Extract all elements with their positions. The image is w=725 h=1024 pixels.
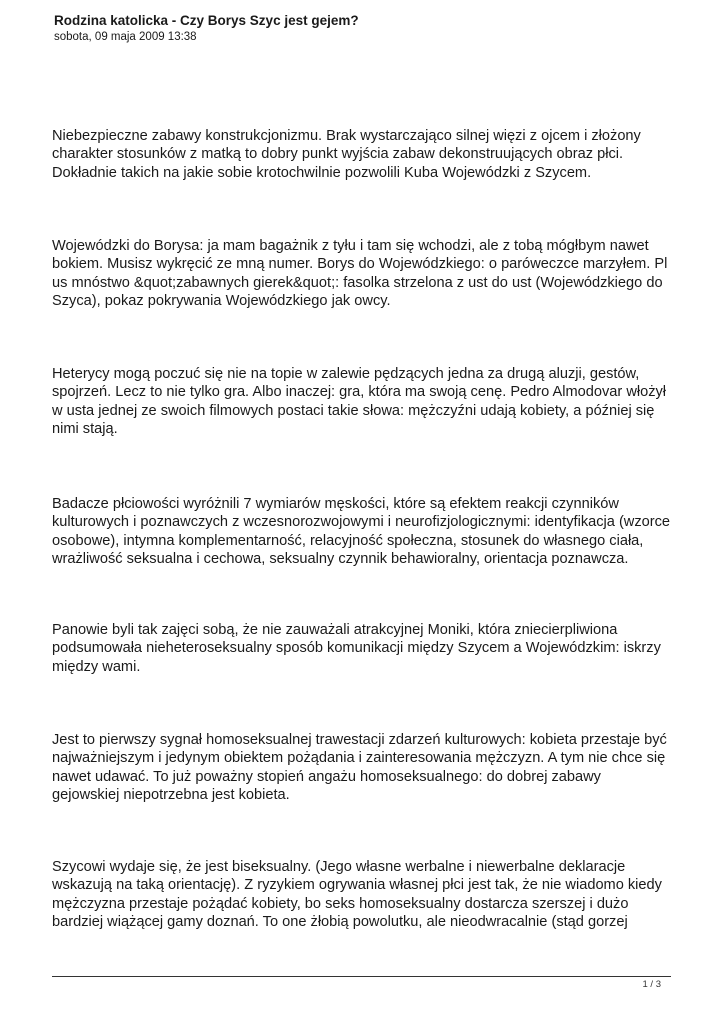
paragraph: Wojewódzki do Borysa: ja mam bagażnik z tyłu i tam się wchodzi, ale z tobą mógłbym nawet bokiem. Musisz wykręcić ze mną numer. Borys do Wojewódzkiego: o paróweczce marzyłem. Pl us mnóstwo &quot;zabawnych gierek&quot;: fasolka strzelona z ust do ust (Wojewódzkiego do Szyca), pokaz pokrywania Wojewódzkiego jak owcy. [52,238,668,309]
article-title: Rodzina katolicka - Czy Borys Szyc jest gejem? [54,13,359,28]
article-date: sobota, 09 maja 2009 13:38 [54,31,197,43]
footer-divider [52,976,671,977]
paragraph: Heterycy mogą poczuć się nie na topie w zalewie pędzących jedna za drugą aluzji, gestów, spojrzeń. Lecz to nie tylko gra. Albo inaczej: gra, która ma swoją cenę. Pedro Almodovar włożył w usta jednej ze swoich filmowych postaci takie słowa: mężczyźni udają kobiety, a później się nimi stają. [52,366,667,437]
paragraph: Szycowi wydaje się, że jest biseksualny. (Jego własne werbalne i niewerbalne deklaracje wskazują na taką orientację). Z ryzykiem ogrywania własnej płci jest tak, że nie wiadomo kiedy mężczyzna przestaje pożądać kobiety, bo seks homoseksualny dostarcza szerszej i dużo bardziej wiążącej gamy doznań. To one żłobią powolutku, ale nieodwracalnie (stąd gorzej [52,859,662,930]
paragraph: Panowie byli tak zajęci sobą, że nie zauważali atrakcyjnej Moniki, która zniecierpliwiona podsumowała nieheteroseksualny sposób komunikacji między Szycem a Wojewódzkim: iskrzy między wami. [52,622,661,675]
document-header [54,13,685,44]
paragraph: Badacze płciowości wyróżnili 7 wymiarów męskości, które są efektem reakcji czynników kulturowych i poznawczych z wczesnorozwojowymi i neurofizjologicznymi: identyfikacja (wzorce osobowe), intymna komplementarność, relacyjność społeczna, stosunek do własnego ciała, wrażliwość seksualna i cechowa, seksualny czynnik behawioralny, orientacja poznawcza. [52,496,671,567]
page-number: 1 / 3 [642,979,661,990]
paragraph: Jest to pierwszy sygnał homoseksualnej trawestacji zdarzeń kulturowych: kobieta przestaje być najważniejszym i jedynym obiektem pożądania i zainteresowania mężczyzn. A tym nie chce się nawet udawać. To już poważny stopień angażu homoseksualnego: do dobrej zabawy gejowskiej niepotrzebna jest kobieta. [52,732,667,803]
paragraph: Niebezpieczne zabawy konstrukcjonizmu. Brak wystarczająco silnej więzi z ojcem i złożony charakter stosunków z matką to dobry punkt wyjścia zabaw dekonstruujących obraz płci. Dokładnie takich na jakie sobie krotochwilnie pozwolili Kuba Wojewódzki z Szycem. [52,128,641,181]
